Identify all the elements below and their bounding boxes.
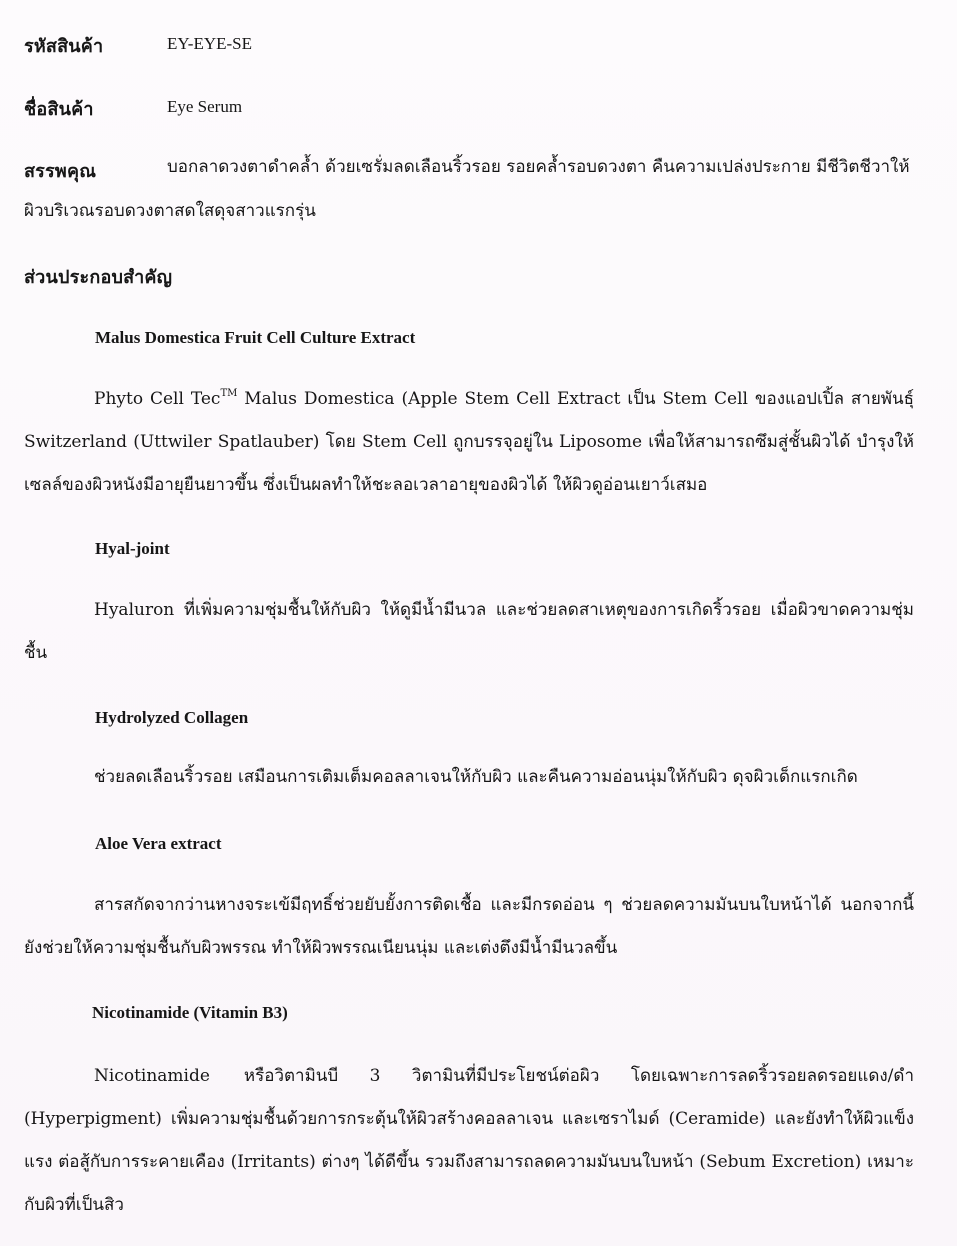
nicotinamide-text-prefix: Nicotinamide [94, 1066, 210, 1086]
aloe-heading: Aloe Vera extract [95, 834, 222, 853]
malus-paragraph [24, 378, 914, 507]
aloe-text: สารสกัดจากว่านหางจระเข้มีฤทธิ์ช่วยยับยั้งการติดเชื้อ และมีกรดอ่อน ๆ ช่วยลดความมันบนใบหน้าได้ นอกจากนี้ยังช่วยให้ความชุ่มชื้นกับผิวพรรณ ทำให้ผิวพรรณเนียนนุ่ม และเต่งตึงมีน้ำมีนวลขึ้น [24, 895, 914, 958]
product-name-value: Eye Serum [167, 97, 243, 116]
product-code-value: EY-EYE-SE [167, 34, 252, 53]
benefit-text-line2: ผิวบริเวณรอบดวงตาสดใสดุจสาวแรกรุ่น [24, 201, 316, 221]
benefit-label: สรรพคุณ [24, 161, 97, 182]
hyal-text: Hyaluron ที่เพิ่มความชุ่มชื้นให้กับผิว ให้ดูมีน้ำมีนวล และช่วยลดสาเหตุของการเกิดริ้วรอย เมื่อผิวขาดความชุ่มชื้น [24, 600, 914, 663]
nicotinamide-paragraph [24, 1055, 914, 1227]
hyal-paragraph [24, 589, 914, 675]
collagen-text: ช่วยลดเลือนริ้วรอย เสมือนการเติมเต็มคอลลาเจนให้กับผิว และคืนความอ่อนนุ่มให้กับผิว ดุจผิวเด็กแรกเกิด [94, 767, 858, 787]
hyal-heading: Hyal-joint [95, 539, 170, 558]
malus-text-prefix: Phyto Cell Tec [94, 389, 221, 409]
nicotinamide-text: หรือวิตามินบี 3 วิตามินที่มีประโยชน์ต่อผิว โดยเฉพาะการลดริ้วรอยลดรอยแดง/ดำ (Hyperpigment) เพิ่มความชุ่มชื้นด้วยการกระตุ้นให้ผิวสร้างคอลลาเจน และเซราไมด์ (Ceramide) และยังทำให้ผิวแข็งแรง ต่อสู้กับการระคายเคือง (Irritants) ต่างๆ ได้ดีขึ้น รวมถึงสามารถลดความมันบนใบหน้า (Sebum Excretion) เหมาะกับผิวที่เป็นสิว [24, 1066, 914, 1215]
ingredients-title: ส่วนประกอบสำคัญ [24, 267, 173, 288]
product-name-label: ชื่อสินค้า [24, 99, 94, 120]
malus-text: Malus Domestica (Apple Stem Cell Extract เป็น Stem Cell ของแอปเปิ้ล สายพันธุ์ Switzerland (Uttwiler Spatlauber) โดย Stem Cell ถูกบรรจุอยู่ใน Liposome เพื่อให้สามารถซึมสู่ชั้นผิวได้ บำรุงให้เซลล์ของผิวหนังมีอายุยืนยาวขึ้น ซึ่งเป็นผลทำให้ชะลอเวลาอายุของผิวได้ ให้ผิวดูอ่อนเยาว์เสมอ [24, 389, 914, 495]
trademark-mark: TM [220, 388, 238, 399]
nicotinamide-heading: Nicotinamide (Vitamin B3) [92, 1003, 288, 1022]
product-code-label: รหัสสินค้า [24, 36, 104, 57]
malus-heading: Malus Domestica Fruit Cell Culture Extract [95, 328, 416, 347]
aloe-paragraph [24, 884, 914, 970]
collagen-heading: Hydrolyzed Collagen [95, 708, 249, 727]
collagen-paragraph [24, 756, 914, 799]
benefit-text-line1: บอกลาดวงตาดำคล้ำ ด้วยเซรั่มลดเลือนริ้วรอย รอยคล้ำรอบดวงตา คืนความเปล่งประกาย มีชีวิตชีวาให้ [167, 157, 910, 177]
